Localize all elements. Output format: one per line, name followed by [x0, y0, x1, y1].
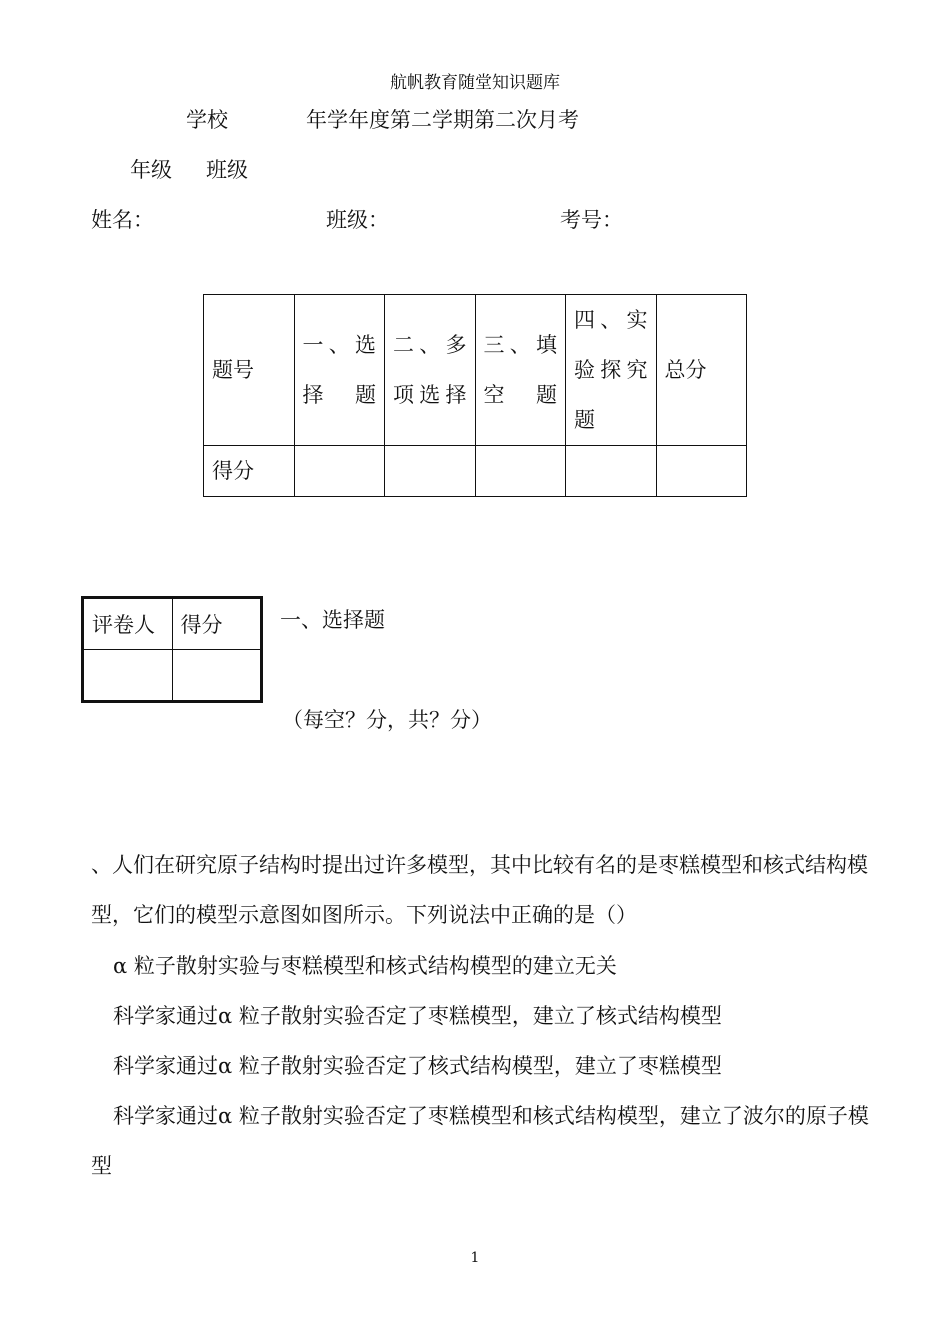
- class-field-label: 班级：: [326, 208, 389, 232]
- grade-label: 年级: [130, 158, 172, 182]
- section-score-note: （每空？分，共？分）: [282, 708, 492, 732]
- grader-score-label: 得分: [172, 598, 262, 650]
- header-section-2-label: 二、多项选择: [393, 333, 467, 407]
- header-section-1: [294, 295, 385, 446]
- grade-class-line: [130, 154, 248, 184]
- score-table: [203, 294, 747, 497]
- page-header: 航帆教育随堂知识题库: [390, 73, 560, 93]
- grader-table: [81, 596, 263, 703]
- header-section-4-label: 四、实验探究题: [574, 308, 648, 432]
- header-section-2: [385, 295, 476, 446]
- name-field-label: 姓名：: [91, 208, 154, 232]
- header-question-number: 题号: [204, 295, 295, 446]
- section-title: 一、选择题: [280, 608, 385, 632]
- header-section-1-label: 一、选择题: [302, 333, 376, 407]
- page-number: 1: [470, 1250, 480, 1266]
- option-b: 科学家通过α 粒子散射实验否定了枣糕模型，建立了核式结构模型: [113, 1004, 722, 1028]
- grader-reviewer-cell: [83, 650, 173, 702]
- score-table-header-row: [204, 295, 747, 446]
- score-cell: [566, 446, 657, 497]
- header-section-3-label: 三、填空题: [483, 333, 557, 407]
- exam-number-field-label: 考号：: [560, 208, 623, 232]
- option-a: α 粒子散射实验与枣糕模型和核式结构模型的建立无关: [113, 954, 617, 978]
- question-stem: 、人们在研究原子结构时提出过许多模型，其中比较有名的是枣糕模型和核式结构模型，它们的模型示意图如图所示。下列说法中正确的是（）: [91, 853, 868, 927]
- score-row-label: 得分: [204, 446, 295, 497]
- grader-score-cell: [172, 650, 262, 702]
- class-label: 班级: [206, 158, 248, 182]
- grader-header-row: [83, 598, 262, 650]
- header-total: 总分: [656, 295, 747, 446]
- grader-blank-row: [83, 650, 262, 702]
- score-cell: [475, 446, 566, 497]
- grader-reviewer-label: 评卷人: [83, 598, 173, 650]
- score-cell: [656, 446, 747, 497]
- header-section-4: [566, 295, 657, 446]
- header-section-3: [475, 295, 566, 446]
- score-cell: [294, 446, 385, 497]
- score-table-score-row: [204, 446, 747, 497]
- title-term: 年学年度第二学期第二次月考: [306, 108, 579, 132]
- title-school: 学校: [186, 108, 228, 132]
- score-cell: [385, 446, 476, 497]
- option-c: 科学家通过α 粒子散射实验否定了核式结构模型，建立了枣糕模型: [113, 1054, 722, 1078]
- exam-title: [186, 104, 579, 134]
- option-d: 科学家通过α 粒子散射实验否定了枣糕模型和核式结构模型，建立了波尔的原子模型: [91, 1104, 869, 1178]
